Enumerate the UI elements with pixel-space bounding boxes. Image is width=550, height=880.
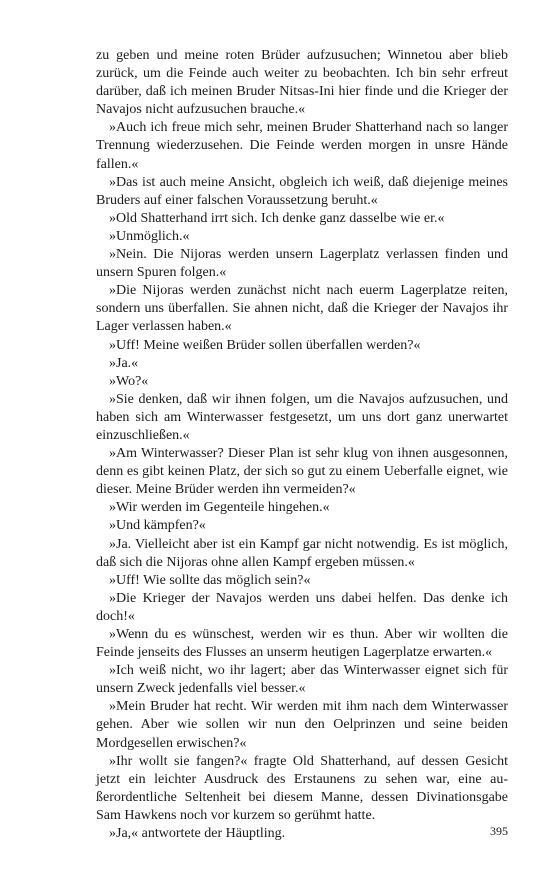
paragraph: zu geben und meine roten Brüder aufzusuchen; Winnetou aber blieb zurück, um die Feinde auch weiter zu beobachten. Ich bin sehr erfreut darüber, daß ich meinen Bruder Nitsas-Ini hier finde und die Krieger der Navajos nicht aufzusuchen brauche.« <box>96 48 508 118</box>
paragraph: »Das ist auch meine Ansicht, obgleich ich weiß, daß diejenige meines Bruders auf einer falschen Voraussetzung beruht.« <box>96 174 508 208</box>
page-number: 395 <box>490 824 508 838</box>
paragraph: »Wenn du es wünschest, werden wir es thun. Aber wir wollten die Feinde jenseits des Flusses an unserm heutigen Lagerplatze erwarten.« <box>96 627 508 661</box>
paragraph: »Auch ich freue mich sehr, meinen Bruder Shatterhand nach so langer Trennung wiederzusehen. Die Feinde werden morgen in unsre Hände fallen.« <box>96 120 508 172</box>
paragraph: »Und kämpfen?« <box>109 518 206 534</box>
paragraph: »Uff! Meine weißen Brüder sollen überfallen werden?« <box>109 337 421 353</box>
paragraph: »Sie denken, daß wir ihnen folgen, um die Navajos aufzusuchen, und haben sich am Winterwasser festgesetzt, um uns dort ganz unerwartet einzuschließen.« <box>96 391 508 443</box>
paragraph: »Wo?« <box>109 373 149 389</box>
paragraph: »Uff! Wie sollte das möglich sein?« <box>109 572 311 588</box>
paragraph: »Ja,« antwortete der Häuptling. <box>109 826 286 842</box>
paragraph: »Nein. Die Nijoras werden unsern Lagerplatz verlassen finden und unsern Spuren folgen.« <box>96 247 508 281</box>
paragraph: »Ich weiß nicht, wo ihr lagert; aber das Winterwasser eignet sich für unsern Zweck jedenfalls viel besser.« <box>96 663 508 697</box>
paragraph: »Am Winterwasser? Dieser Plan ist sehr klug von ihnen ausgesonnen, denn es gibt keinen Platz, der sich so gut zu einem Ueberfalle eignet, wie dieser. Meine Brüder werden ihn vermeiden?« <box>96 446 508 498</box>
paragraph: »Ihr wollt sie fangen?« fragte Old Shatterhand, auf dessen Gesicht jetzt ein leichter Ausdruck des Erstaunens zu sehen war, eine außerordentliche Seltenheit bei diesem Manne, dessen Divinationsgabe Sam Hawkens noch vor kurzem so gerühmt hatte. <box>96 753 508 823</box>
body-text <box>96 47 508 843</box>
paragraph: »Die Nijoras werden zunächst nicht nach euerm Lagerplatze reiten, sondern uns überfallen. Sie ahnen nicht, daß die Krieger der Navajos ihr Lager verlassen haben.« <box>96 283 508 335</box>
paragraph: »Wir werden im Gegenteile hingehen.« <box>109 500 330 516</box>
paragraph: »Ja. Vielleicht aber ist ein Kampf gar nicht notwendig. Es ist möglich, daß sich die Nijoras ohne allen Kampf ergeben müssen.« <box>96 536 508 570</box>
paragraph: »Ja.« <box>109 355 139 371</box>
paragraph: »Die Krieger der Navajos werden uns dabei helfen. Das denke ich doch!« <box>96 590 508 624</box>
paragraph: »Unmöglich.« <box>109 228 190 244</box>
paragraph: »Old Shatterhand irrt sich. Ich denke ganz dasselbe wie er.« <box>109 210 445 226</box>
paragraph: »Mein Bruder hat recht. Wir werden mit ihm nach dem Winterwasser gehen. Aber wie sollen wir nun den Oelprinzen und seine beiden Mordgesellen erwischen?« <box>96 699 508 751</box>
